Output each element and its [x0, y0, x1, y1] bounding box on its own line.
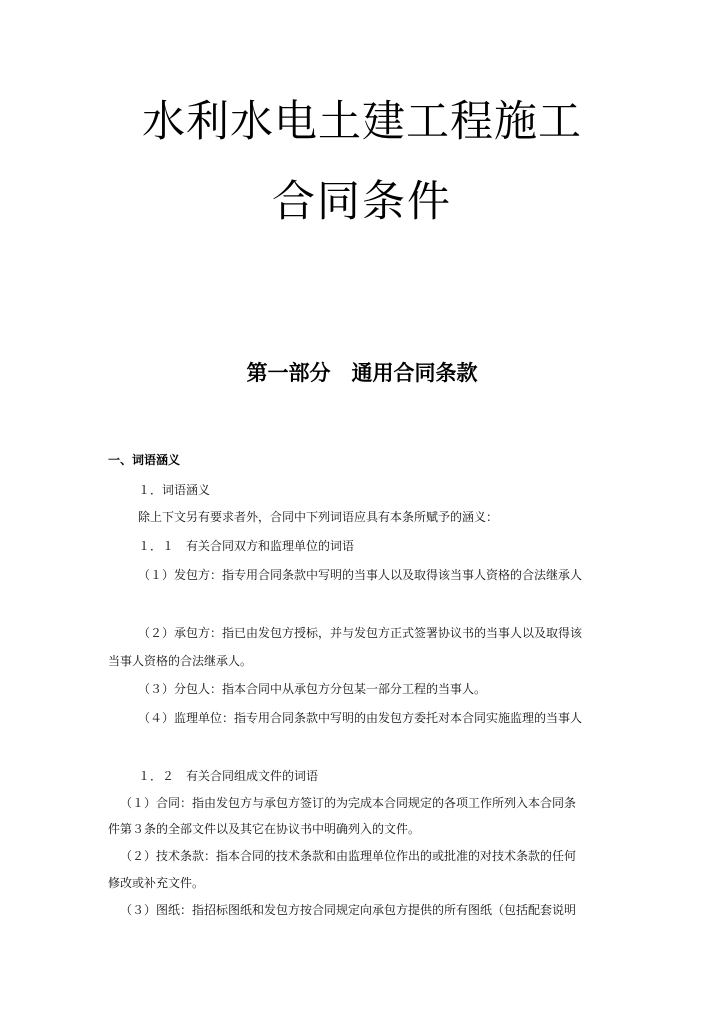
clause-1-2-title: １．２ 有关合同组成文件的词语: [138, 769, 319, 783]
definition-contractor: （２）承包方：指已由发包方授标，并与发包方正式签署协议书的当事人以及取得该: [138, 626, 583, 640]
definition-subcontractor: （３）分包人：指本合同中从承包方分包某一部分工程的当事人。: [138, 682, 487, 696]
definition-supervisor: （４）监理单位：指专用合同条款中写明的由发包方委托对本合同实施监理的当事人: [138, 711, 583, 725]
document-title-line-1: 水利水电土建工程施工: [142, 97, 582, 147]
definition-contractor-cont: 当事人资格的合法继承人。: [108, 654, 253, 668]
section-heading: 一、词语涵义: [108, 453, 181, 467]
clause-1-intro: 除上下文另有要求者外，合同中下列词语应具有本条所赋予的涵义：: [138, 510, 499, 524]
part-heading: 第一部分 通用合同条款: [246, 361, 478, 385]
document-title-line-2: 合同条件: [272, 177, 452, 227]
definition-contract-cont: 件第３条的全部文件以及其它在协议书中明确列入的文件。: [108, 822, 421, 836]
definition-contract: （１）合同：指由发包方与承包方签订的为完成本合同规定的各项工作所列入本合同条: [120, 796, 577, 810]
clause-1-1-title: １．１ 有关合同双方和监理单位的词语: [138, 539, 355, 553]
definition-drawings: （３）图纸：指招标图纸和发包方按合同规定向承包方提供的所有图纸（包括配套说明: [120, 903, 577, 917]
definition-technical-clauses: （２）技术条款：指本合同的技术条款和由监理单位作出的或批准的对技术条款的任何: [120, 849, 577, 863]
definition-technical-clauses-cont: 修改或补充文件。: [108, 876, 205, 890]
clause-1-title: １．词语涵义: [138, 483, 211, 497]
definition-employer: （１）发包方：指专用合同条款中写明的当事人以及取得该当事人资格的合法继承人: [138, 568, 583, 582]
